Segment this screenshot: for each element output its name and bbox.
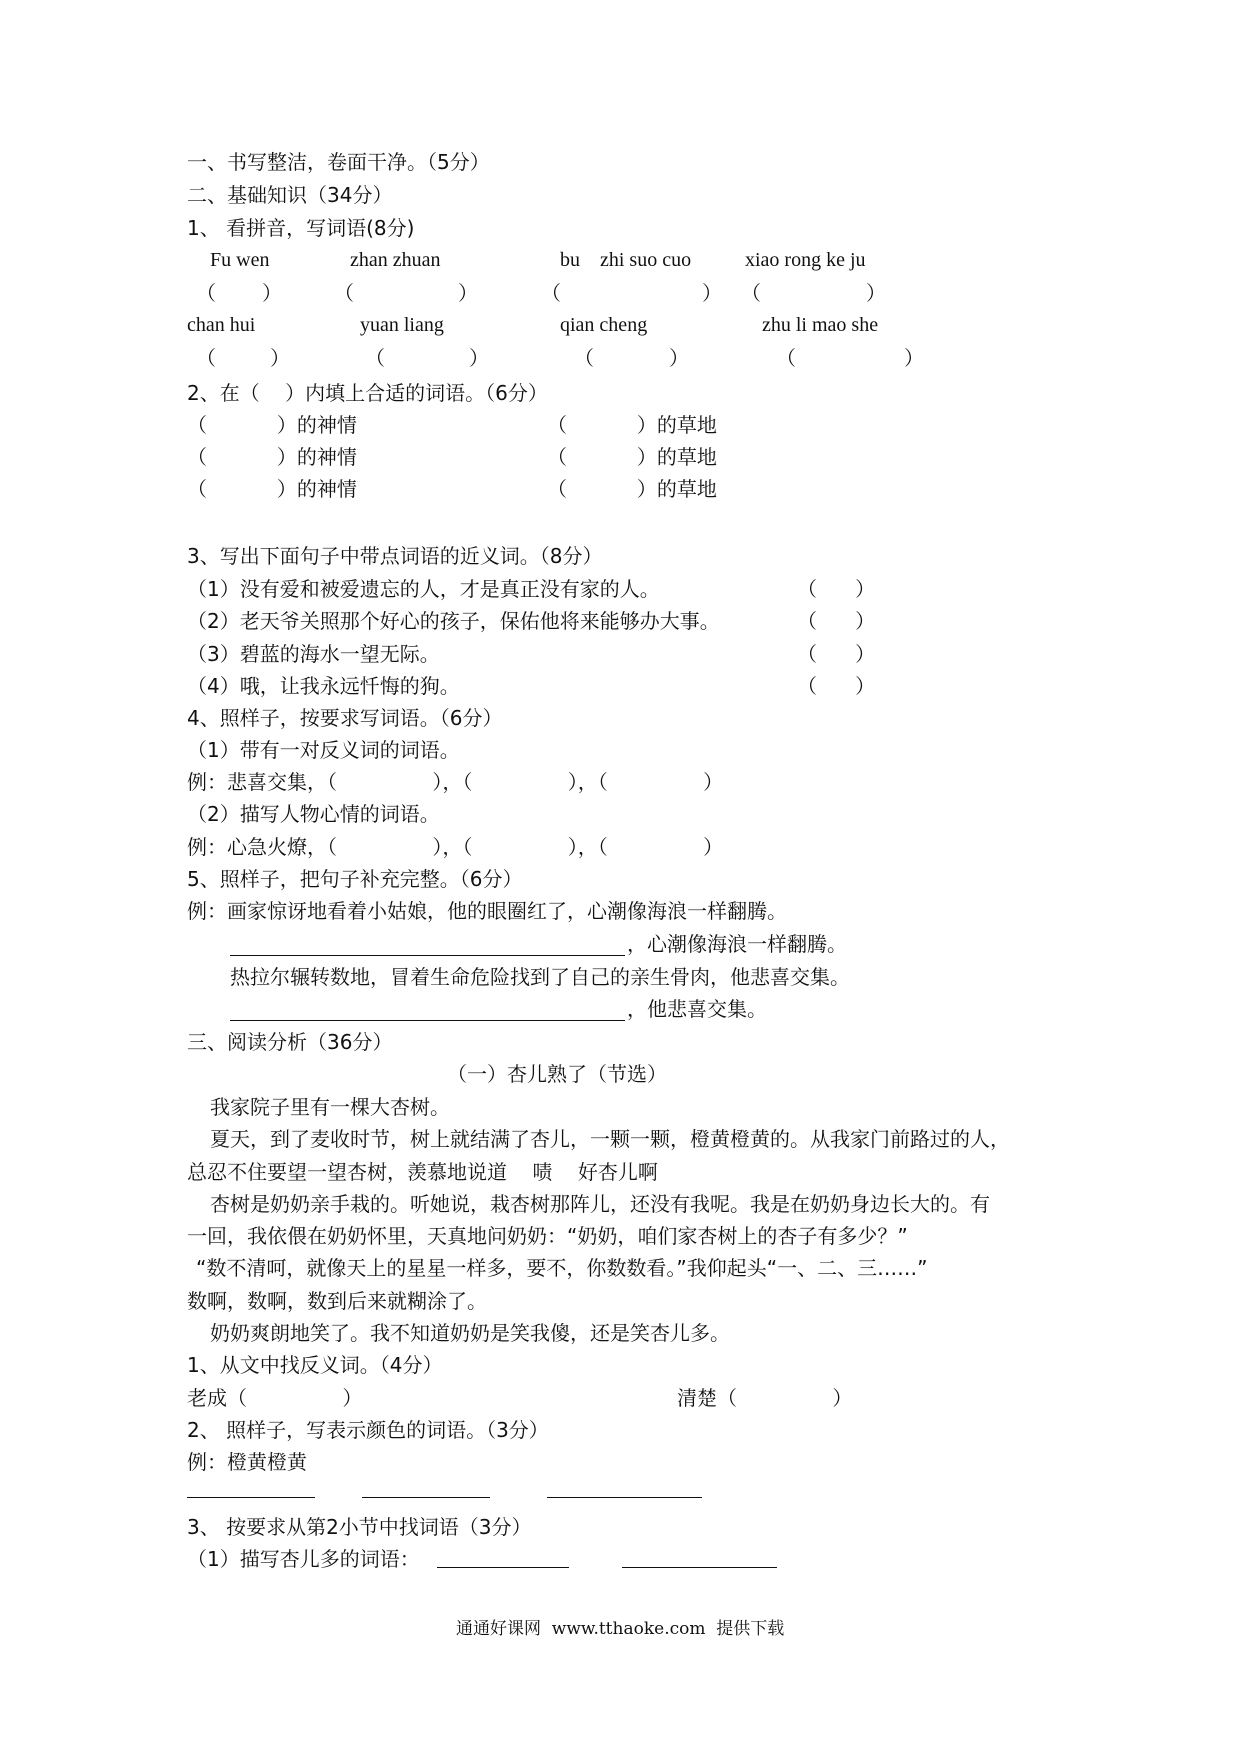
q5-answer-line-1 xyxy=(230,955,625,956)
paren-close: ） xyxy=(270,346,290,370)
paren-open: （ xyxy=(574,346,594,370)
q3-blank: （ ） xyxy=(797,642,876,666)
passage-p1: 我家院子里有一棵大杏树。 xyxy=(210,1095,450,1119)
q3-blank: （ ） xyxy=(797,674,876,698)
paren-close: ） xyxy=(669,346,689,370)
q2-blank-shenqing: （ ）的神情 xyxy=(187,477,357,501)
paren-close: ） xyxy=(702,281,722,305)
paren-open: （ xyxy=(196,281,216,305)
q3-blank: （ ） xyxy=(797,577,876,601)
r3-sub1: （1）描写杏儿多的词语： xyxy=(187,1547,420,1571)
q1-title: 1、 看拼音，写词语(8分) xyxy=(187,216,415,240)
paren-open: （ xyxy=(541,281,561,305)
q3-item-2: （2）老天爷关照那个好心的孩子，保佑他将来能够办大事。 xyxy=(187,609,720,633)
q2-blank-caodi: （ ）的草地 xyxy=(547,445,717,469)
r2-answer-line-3 xyxy=(547,1497,702,1498)
q4-title: 4、照样子，按要求写词语。（6分） xyxy=(187,706,503,730)
section-1-heading: 一、书写整洁，卷面干净。（5分） xyxy=(187,150,490,174)
passage-p2b: 总忍不住要望一望杏树，羡慕地说道 啧 好杏儿啊 xyxy=(187,1160,658,1184)
r3-title: 3、 按要求从第2小节中找词语（3分） xyxy=(187,1515,532,1539)
paren-close: ） xyxy=(458,281,478,305)
paren-close: ） xyxy=(866,281,886,305)
r2-example: 例：橙黄橙黄 xyxy=(187,1450,307,1474)
r3-answer-line-1 xyxy=(437,1567,569,1568)
pinyin-fuwen: Fu wen xyxy=(210,249,270,271)
pinyin-zhulimaoshe: zhu li mao she xyxy=(762,314,879,336)
paren-open: （ xyxy=(365,346,385,370)
q3-item-3: （3）碧蓝的海水一望无际。 xyxy=(187,642,440,666)
pinyin-qiancheng: qian cheng xyxy=(560,314,648,336)
q2-blank-shenqing: （ ）的神情 xyxy=(187,445,357,469)
q5-title: 5、照样子，把句子补充完整。（6分） xyxy=(187,867,523,891)
q2-blank-caodi: （ ）的草地 xyxy=(547,477,717,501)
footer-source: 通通好课网 www.tthaoke.com 提供下载 xyxy=(456,1619,785,1639)
q5-sentence: 热拉尔辗转数地，冒着生命危险找到了自己的亲生骨肉，他悲喜交集。 xyxy=(230,965,850,989)
section-2-heading: 二、基础知识（34分） xyxy=(187,183,393,207)
pinyin-zhisuocuo: zhi suo cuo xyxy=(600,249,692,271)
q4-sub2: （2）描写人物心情的词语。 xyxy=(187,802,440,826)
passage-p4b: 数啊，数啊，数到后来就糊涂了。 xyxy=(187,1289,487,1313)
q2-blank-shenqing: （ ）的神情 xyxy=(187,413,357,437)
q5-answer-line-2 xyxy=(230,1020,625,1021)
paren-close: ） xyxy=(904,346,924,370)
paren-open: （ xyxy=(334,281,354,305)
passage-p3a: 杏树是奶奶亲手栽的。听她说，栽杏树那阵儿，还没有我呢。我是在奶奶身边长大的。有 xyxy=(210,1192,990,1216)
r1-title: 1、从文中找反义词。（4分） xyxy=(187,1353,443,1377)
passage-p2a: 夏天，到了麦收时节，树上就结满了杏儿，一颗一颗，橙黄橙黄的。从我家门前路过的人， xyxy=(210,1127,1010,1151)
passage-p3b: 一回，我依偎在奶奶怀里，天真地问奶奶：“奶奶，咱们家杏树上的杏子有多少？” xyxy=(187,1224,908,1248)
q5-fill-1: ，心潮像海浪一样翻腾。 xyxy=(627,932,847,956)
pinyin-bu: bu xyxy=(560,249,580,271)
section-3-heading: 三、阅读分析（36分） xyxy=(187,1030,393,1054)
q3-item-4: （4）哦，让我永远忏悔的狗。 xyxy=(187,674,460,698)
paren-close: ） xyxy=(262,281,282,305)
paren-open: （ xyxy=(776,346,796,370)
q5-fill-2: ，他悲喜交集。 xyxy=(627,997,767,1021)
r3-answer-line-2 xyxy=(622,1567,777,1568)
r1-antonym-qingchu: 清楚（ ） xyxy=(677,1386,853,1410)
q4-example-1: 例：悲喜交集，（ ），（ ），（ ） xyxy=(187,770,724,794)
passage-title: （一）杏儿熟了（节选） xyxy=(447,1062,667,1086)
q3-item-1: （1）没有爱和被爱遗忘的人，才是真正没有家的人。 xyxy=(187,577,660,601)
q2-blank-caodi: （ ）的草地 xyxy=(547,413,717,437)
pinyin-yuanliang: yuan liang xyxy=(360,314,444,336)
q3-blank: （ ） xyxy=(797,609,876,633)
q2-title: 2、在（ ）内填上合适的词语。（6分） xyxy=(187,381,548,405)
paren-open: （ xyxy=(196,346,216,370)
r2-answer-line-2 xyxy=(362,1497,490,1498)
passage-p4a: “数不清呵，就像天上的星星一样多，要不，你数数看。”我仰起头“一、二、三……” xyxy=(196,1256,928,1280)
q4-sub1: （1）带有一对反义词的词语。 xyxy=(187,738,460,762)
q5-example: 例：画家惊讶地看着小姑娘，他的眼圈红了，心潮像海浪一样翻腾。 xyxy=(187,899,787,923)
paren-open: （ xyxy=(741,281,761,305)
r2-title: 2、 照样子，写表示颜色的词语。（3分） xyxy=(187,1418,549,1442)
q4-example-2: 例：心急火燎，（ ），（ ），（ ） xyxy=(187,835,724,859)
paren-close: ） xyxy=(469,346,489,370)
pinyin-zhanzhuan: zhan zhuan xyxy=(350,249,441,271)
passage-p5: 奶奶爽朗地笑了。我不知道奶奶是笑我傻，还是笑杏儿多。 xyxy=(210,1321,730,1345)
r1-antonym-laocheng: 老成（ ） xyxy=(187,1386,363,1410)
q3-title: 3、写出下面句子中带点词语的近义词。（8分） xyxy=(187,544,603,568)
pinyin-xiaorongkeju: xiao rong ke ju xyxy=(745,249,866,271)
r2-answer-line-1 xyxy=(187,1497,315,1498)
pinyin-chanhui: chan hui xyxy=(187,314,256,336)
